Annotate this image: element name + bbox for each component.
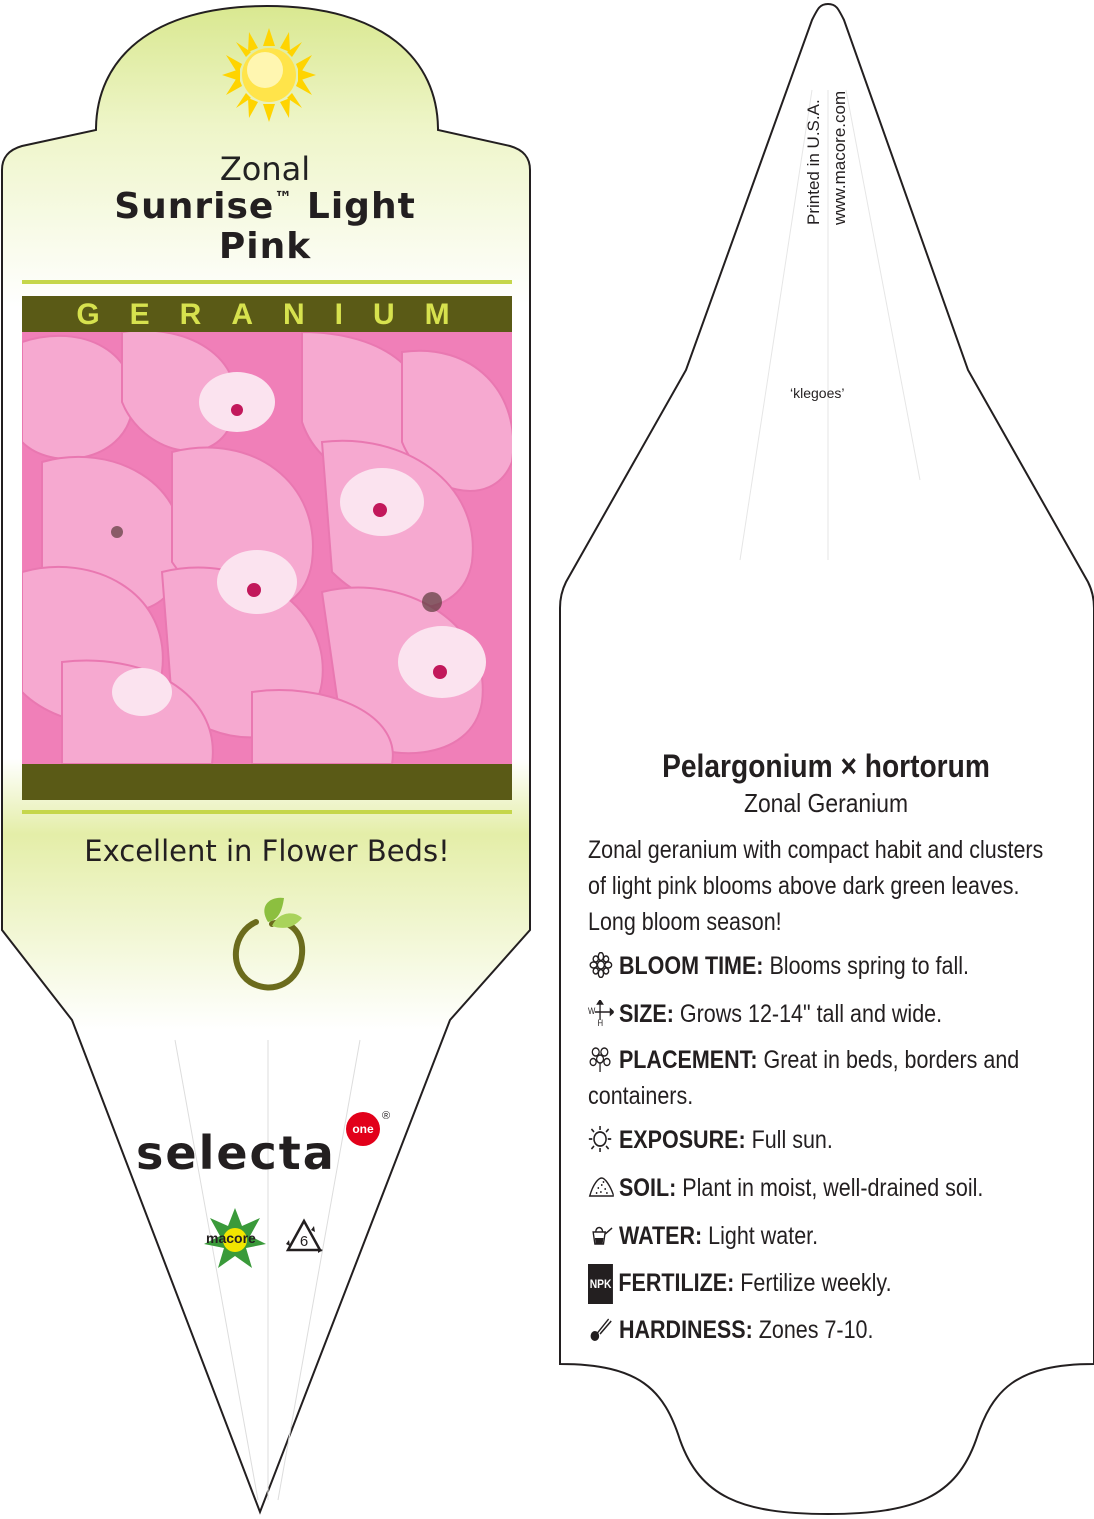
attr-label: PLACEMENT: [618,1046,758,1074]
trademark-symbol: ™ [274,188,294,209]
svg-text:W: W [588,1005,596,1017]
description: Zonal geranium with compact habit and clusters of light pink blooms above dark green leaves. Long bloom season! [588,836,1044,936]
attr-label: HARDINESS: [618,1316,753,1344]
attr-value: Plant in moist, well-drained soil. [682,1174,984,1202]
size-arrows-icon [588,1000,614,1026]
title-name-rest: Light [306,186,416,227]
common-name: Zonal Geranium [743,788,909,818]
attr-value: Full sun. [751,1126,833,1154]
attr-value: Great in beds, borders and containers. [588,1046,1020,1110]
svg-text:H: H [597,1017,604,1026]
title-name [20,186,510,227]
tagline: Excellent in Flower Beds! [84,834,450,868]
cultivar-name: ‘klegoes’ [790,385,845,401]
bottom-band [22,764,512,800]
title-color: Pink [218,226,312,267]
recycle-code: 6 [299,1233,309,1250]
attr-value: Zones 7-10. [758,1316,874,1344]
printed-in: Printed in U.S.A. [804,99,823,225]
attr-placement [588,1042,1052,1114]
attr-label: WATER: [618,1222,703,1250]
accent-line-top [22,280,512,284]
attr-value: Blooms spring to fall. [769,952,970,980]
attr-exposure [588,1122,1052,1158]
attr-label: SIZE: [618,1000,674,1028]
brand-logo: selecta [136,1126,336,1180]
flower-icon [588,952,614,978]
attr-label: FERTILIZE: [618,1269,735,1297]
sun-icon [222,28,316,122]
npk-icon: NPK [588,1264,613,1304]
category-label: GERANIUM [76,298,480,331]
attr-label: BLOOM TIME: [618,952,764,980]
brand-badge: one [346,1112,380,1146]
botanical-name: Pelargonium × hortorum [662,748,990,784]
title-name-main: Sunrise [114,186,275,227]
attr-value: Grows 12-14" tall and wide. [679,1000,943,1028]
attr-water [588,1218,1052,1254]
soil-mound-icon [588,1174,614,1200]
attr-label: EXPOSURE: [618,1126,746,1154]
attr-size [588,996,1052,1032]
attr-soil [588,1170,1052,1206]
attr-fertilize [588,1264,1052,1304]
registered-mark: ® [382,1110,391,1122]
attr-value: Fertilize weekly. [740,1269,892,1297]
accent-line-bottom [22,810,512,814]
thermometer-icon [588,1316,614,1342]
attr-hardiness [588,1312,1052,1348]
title-prefix: Zonal [219,150,311,188]
attr-bloom-time [588,948,1052,984]
placement-flowers-icon [588,1046,614,1072]
macore-label: macore [206,1230,256,1246]
attr-value: Light water. [708,1222,819,1250]
growth-swirl-icon [228,892,308,992]
attr-label: SOIL: [618,1174,677,1202]
watering-can-icon [588,1222,614,1248]
website: www.macore.com [830,90,849,225]
sun-icon [588,1126,614,1152]
flower-photo [22,332,512,764]
